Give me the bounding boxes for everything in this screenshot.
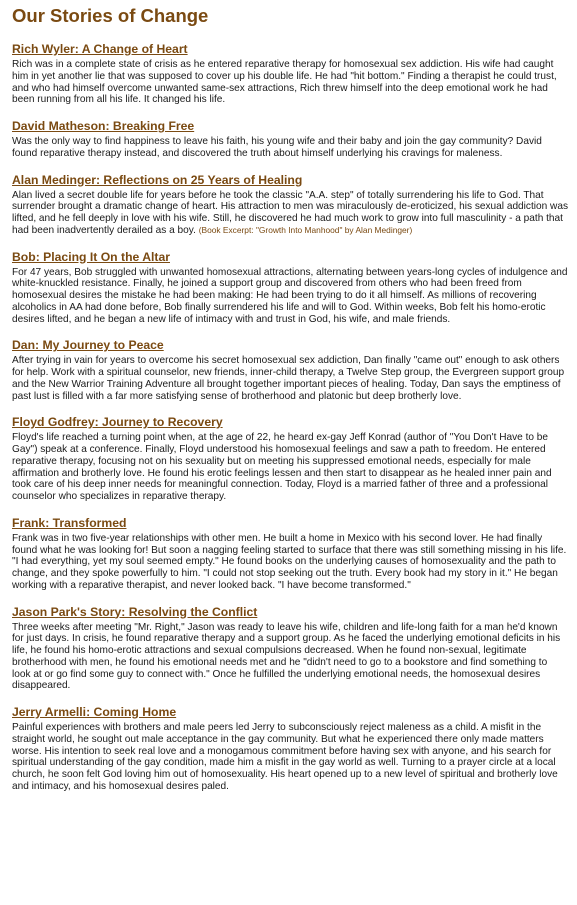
story-dan — [12, 336, 568, 402]
story-title-link[interactable]: Bob: Placing It On the Altar — [12, 249, 170, 264]
story-alan-medinger — [12, 171, 568, 237]
story-summary: Painful experiences with brothers and male peers led Jerry to subconsciously reject maleness as a child. A misfit in the straight world, he sought out male acceptance in the gay community. But what he experienced there only made matters worse. His intention to seek real love and a monogamous commitment before having sex with anyone, and his search for spiritual understanding of the gay condition, made him a misfit in the gay world as well. Turning to a prayer circle at a local church, he soon felt God loving him out of homosexuality. His heart opened up to a new level of spiritual and brotherly love and intimacy, and his homosexual desires paled. — [12, 722, 558, 792]
page-title: Our Stories of Change — [12, 5, 209, 26]
story-title-link[interactable]: Frank: Transformed — [12, 515, 127, 530]
story-title-link[interactable]: David Matheson: Breaking Free — [12, 119, 195, 133]
story-summary: Floyd's life reached a turning point when, at the age of 22, he heard ex-gay Jeff Konrad (author of "You Don't Have to be Gay") speak at a conference. Finally, Floyd understood his homosexual feelings and saw a path to freedom. He entered reparative therapy, focusing not on his sexuality but on meeting his suppressed emotional needs, especially for male affirmation and brotherly love. He found his erotic feelings lessen and then start to disappear as he healed inner pain and took care of his deep inner needs for meaningful connection. Today, Floyd is a married father of three and a professional counselor who specializes in reparative therapy. — [12, 432, 552, 502]
story-jerry-armelli — [12, 703, 568, 793]
story-summary-text: Alan lived a secret double life for years before he took the classic "A.A. step" of totally surrendering his life to God. That surrender brought a dramatic change of heart. His attraction to men was miraculously de-eroticized, his sexual addiction was lifted, and he fell deeply in love with his wife. Still, he discovered he had much work to grow into full masculinity - a path that had been inadvertently derailed as a boy. — [12, 189, 568, 236]
story-title-link[interactable]: Alan Medinger: Reflections on 25 Years of Healing — [12, 172, 303, 187]
story-bob — [12, 248, 568, 326]
story-floyd-godfrey — [12, 413, 568, 503]
story-rich-wyler — [12, 40, 568, 106]
story-summary: Frank was in two five-year relationships with other men. He built a home in Mexico with his second lover. He had finally found what he was looking for! But soon a nagging feeling started to surface that there was still something missing in his life. "I had everything, yet my soul seemed empty." He found books on the underlying causes of homosexuality and the path to change, and they spoke powerfully to him. "I could not stop seeking out the truth. Every book had my story in it." He began working with a reparative therapist, and never looked back. "I have become transformed." — [12, 532, 567, 591]
story-summary: Three weeks after meeting "Mr. Right," Jason was ready to leave his wife, children and life-long faith for a man he'd known for just days. In crisis, he found reparative therapy and a support group. As he faced the underlying emotional deficits in his life, he found his homo-erotic attractions and sexual compulsions decreased. When he found non-sexual, legitimate brotherhood with men, he found his emotional needs met and he "didn't need to go to a bookstore and find something to look at or go find some guy to connect with." Once he fulfilled the underlying emotional needs, the homosexual desires disappeared. — [12, 621, 561, 692]
story-summary — [12, 190, 568, 237]
story-summary: Rich was in a complete state of crisis as he entered reparative therapy for homosexual sex addiction. His wife had caught him in yet another lie that was supposed to cover up his double life. He had "hit bottom." Finding a therapist he could trust, and who had himself overcome unwanted same-sex attractions, Rich threw himself into the deep emotional work he had been running from all his life. It changed his life. — [12, 59, 557, 106]
story-title-link[interactable]: Dan: My Journey to Peace — [12, 338, 164, 353]
story-summary: For 47 years, Bob struggled with unwanted homosexual attractions, alternating between years-long cycles of indulgence and white-knuckled resistance. Finally, he joined a support group and discovered from others who had been freed from homosexual desires the mistake he had been making: He had been trying to do it all himself. As millions of recovering alcoholics in AA had done before, Bob finally surrendered his life and will to God. Within weeks, Bob felt his homo-erotic desires lifted, and he began a new life of intimacy with and trust in God, his wife, and male friends. — [12, 266, 568, 325]
story-title-link[interactable]: Jerry Armelli: Coming Home — [12, 705, 177, 719]
story-summary: After trying in vain for years to overcome his secret homosexual sex addiction, Dan finally "came out" enough to ask others for help. Work with a spiritual counselor, new friends, inner-child therapy, a Twelve Step group, the Evergreen support group and the New Warrior Training Adventure all brought together important pieces of healing. Today, Dan says the emptiness of past lust is filled with a far more satisfying sense of brotherhood and platonic but deep brotherly love. — [12, 355, 565, 402]
story-frank — [12, 514, 568, 592]
story-title-link[interactable]: Floyd Godfrey: Journey to Recovery — [12, 415, 223, 430]
story-david-matheson — [12, 117, 568, 160]
story-title-link[interactable]: Rich Wyler: A Change of Heart — [12, 42, 188, 56]
story-title-link[interactable]: Jason Park's Story: Resolving the Conflict — [12, 604, 258, 619]
book-excerpt-link[interactable]: (Book Excerpt: "Growth Into Manhood" by Alan Medinger) — [198, 224, 413, 235]
story-summary: Was the only way to find happiness to leave his faith, his young wife and their baby and join the gay community? David found reparative therapy instead, and discovered the truth about himself underlying his cravings for maleness. — [12, 136, 542, 159]
story-jason-park — [12, 603, 568, 693]
